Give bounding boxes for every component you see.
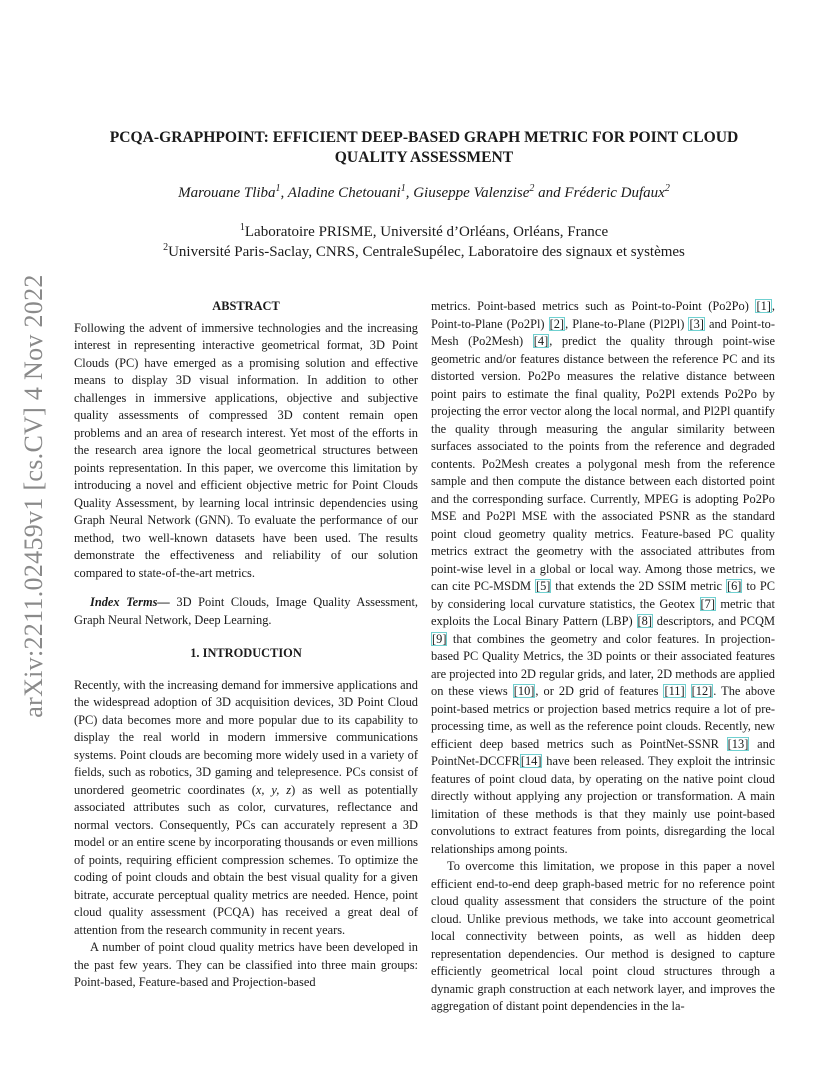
citation-link[interactable]: [13] [727,736,749,751]
citation-link[interactable]: [3] [689,316,704,331]
intro-paragraph-2: A number of point cloud quality metrics have been developed in the past few years. They can be classified into three main groups: Point-based, Feature-based and Projection-based [74,940,418,989]
citation-link[interactable]: [4] [533,334,549,348]
author-name: Giuseppe Valenzise [413,185,530,201]
citation-link[interactable]: [9] [432,631,447,646]
right-column [431,298,775,1016]
citation-link[interactable]: [6] [726,579,742,593]
arxiv-side-label: arXiv:2211.02459v1 [cs.CV] 4 Nov 2022 [19,274,48,718]
author-name: Aladine Chetouani [287,185,401,201]
affiliation-1: $^1$Laboratoire PRISME, Université d’Orléans, Orléans, France [239,222,609,240]
right-paragraph-1: metrics. Point-based metrics such as Point-to-Point (Po2Po) [1], Point-to-Plane (Po2Pl) [2], Plane-to-Plane (Pl2Pl) [3] and Point-to-Mesh (Po2Mesh) [4], predict the quality through point-wise geometric and/or features distance between the reference PC and its distorted version. Po2Po measures the relative distance between point pairs to estimate the final quality, Po2Pl extends Po2Po by projecting the error vector along the local normal, and Pl2Pl quantify the quality through measuring the angular similarity between surfaces associated to the points from the reference and degraded contents. Po2Mesh creates a polygonal mesh from the reference sample and then compute the distance between each distorted point and the corresponding surface. Currently, MPEG is adopting Po2Po MSE and Po2Pl MSE with the associated PSNR as the standard point cloud geometry quality metrics. Feature-based PC quality metrics extract the geometry with the associated attributes from point-wise level in a global or local way. Among those metrics, we can cite PC-MSDM [5] that extends the 2D SSIM metric [6] to PC by considering local curvature statistics, the Geotex [7] metric that exploits the Local Binary Pattern (LBP) [8] descriptors, and PCQM [9] that combines the geometry and color features. In projection-based PC Quality Metrics, the 3D points or their associated features are projected into 2D regular grids, and later, 2D methods are applied on these views [10], or 2D grid of features [11] [12]. The above point-based metrics or projection based metrics require a lot of pre-processing time, as well as the reference point clouds. Recently, new efficient deep based metrics such as PointNet-SSNR [13] and PointNet-DCCFR[14] have been released. They exploit the intrinsic features of point cloud data, by operating on the native point cloud directly without applying any projection or transformation. A main limitation of these methods is that they mainly use point-based convolutions to extract features from points, disregarding the local relationships among points. [431,299,776,856]
author-list: Marouane Tliba$^1$, Aladine Chetouani$^1$, Giuseppe Valenzise$^2$ and Fréderic Dufaux$^2$ [178,183,670,201]
intro-heading: 1. INTRODUCTION [190,646,302,660]
abstract-text: Following the advent of immersive technologies and the increasing interest in representing interactive geometrical format, 3D Point Clouds (PC) have emerged as a promising solution and effective means to display 3D visual information. In addition to other challenges in immersive applications, objective and subjective quality assessments of compressed 3D content remain open problems and an area of research interest. Yet most of the efforts in the research area ignore the local geometrical structures between points representation. In this paper, we overcome this limitation by introducing a novel and efficient objective metric for Point Clouds Quality Assessment, by learning local intrinsic dependencies using Graph Neural Network (GNN). To evaluate the performance of our method, two well-known datasets have been used. The results demonstrate the effectiveness and reliability of our solution compared to state-of-the-art metrics. [74,320,418,580]
right-paragraph-2: To overcome this limitation, we propose in this paper a novel efficient end-to-end deep graph-based metric for no reference point cloud quality assessment that considers the structure of the point cloud. Unlike previous methods, we take into account geometrical local connectivity between points, as well as hidden deep representation dependencies. Our method is designed to capture efficiently geometrical local point cloud structures through a dynamic graph construction at each network layer, and improves the aggregation of distant point dependencies in the la- [431,859,775,1013]
citation-link[interactable]: [12] [691,684,713,698]
citation-link[interactable]: [7] [700,596,715,611]
citation-link[interactable]: [10] [513,684,535,698]
citation-link[interactable]: [14] [520,754,542,768]
citation-link[interactable]: [2] [549,316,565,331]
paper-title: PCQA-GRAPHPOINT: EFFICIENT DEEP-BASED GRAPH METRIC FOR POINT CLOUD QUALITY ASSESSMENT [109,129,739,166]
intro-paragraph-1: Recently, with the increasing demand for immersive applications and the widespread adoption of 3D acquisition devices, 3D Point Cloud (PC) data becomes more and more popular due to its capability to display the real world in modern immersive communications systems. Point clouds are becoming more widely used in a variety of fields, such as robotics, 3D gaming and telepresence. PCs consist of unordered geometric coordinates (x, y, z) as well as potentially associated attributes such as color, curvatures, reflectance and normal vectors. Consequently, PCs can accurately represent a 3D model or an entire scene by incorporating thousands or even millions of points, requiring efficient compression schemes. To optimize the coding of point clouds and obtain the best visual quality for a given bitrate, accurate perceptual quality metrics are needed. Hence, point cloud quality assessment (PCQA) has received a great deal of attention from the research community in recent years. [74,677,418,937]
author-name: Fréderic Dufaux [564,185,665,201]
citation-link[interactable]: [5] [535,579,551,593]
abstract-heading: ABSTRACT [212,299,280,313]
index-terms: Index Terms— 3D Point Clouds, Image Quality Assessment, Graph Neural Network, Deep Learning. [74,595,418,627]
citation-link[interactable]: [8] [637,614,652,628]
affiliation-2: $^2$Université Paris-Saclay, CNRS, CentraleSupélec, Laboratoire des signaux et systèmes [163,242,685,260]
citation-link[interactable]: [1] [756,299,771,313]
left-column [74,298,418,992]
author-name: Marouane Tliba [178,185,276,201]
citation-link[interactable]: [11] [664,684,685,698]
